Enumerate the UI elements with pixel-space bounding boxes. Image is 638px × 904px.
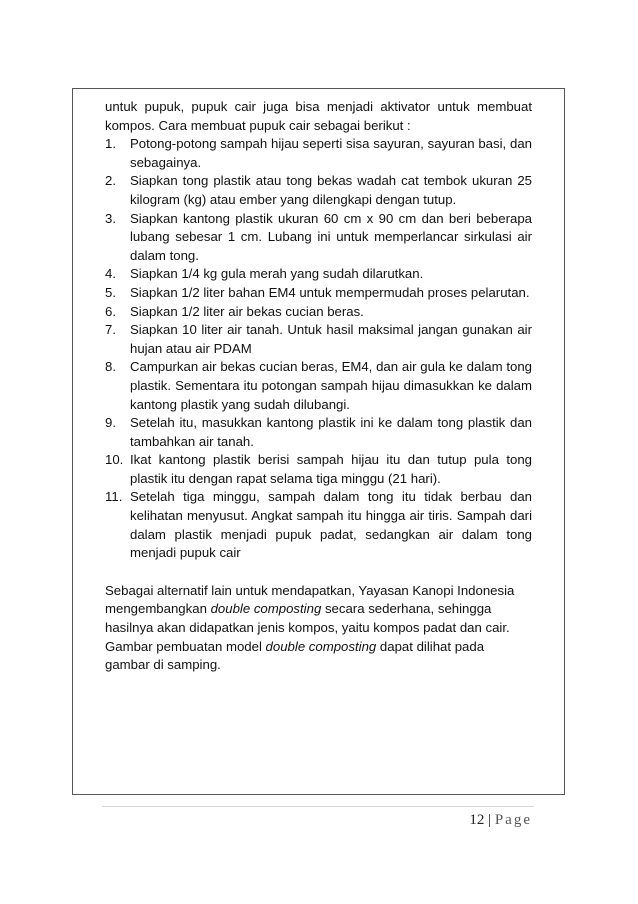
page-label: Page	[494, 812, 532, 828]
list-number: 11.	[105, 489, 123, 505]
closing-emphasis-1: double composting	[210, 601, 322, 617]
list-text: Siapkan 1/2 liter air bekas cucian beras.	[130, 303, 364, 319]
list-item	[105, 488, 532, 562]
list-number: 9.	[105, 415, 116, 431]
list-number: 1.	[105, 136, 116, 152]
list-number: 2.	[105, 173, 116, 189]
list-number: 5.	[105, 284, 116, 300]
list-number: 4.	[105, 266, 116, 282]
list-item	[105, 358, 532, 414]
closing-text-3: dapat dilihat pada gambar di samping.	[105, 638, 485, 673]
list-item	[105, 210, 532, 266]
footer-divider	[102, 806, 534, 807]
list-text: Siapkan kantong plastik ukuran 60 cm x 90 cm dan beri beberapa lubang sebesar 1 cm. Lubang ini untuk memperlancar sirkulasi air dalam tong.	[130, 210, 532, 263]
list-text: Siapkan tong plastik atau tong bekas wadah cat tembok ukuran 25 kilogram (kg) atau ember yang dilengkapi dengan tutup.	[130, 173, 532, 207]
list-item	[105, 172, 532, 209]
steps-list	[105, 135, 532, 563]
list-item	[105, 265, 532, 284]
page-footer	[469, 812, 532, 829]
list-text: Potong-potong sampah hijau seperti sisa sayuran, sayuran basi, dan sebagainya.	[130, 136, 532, 170]
list-number: 6.	[105, 303, 116, 319]
closing-text-2: secara sederhana, sehingga hasilnya akan didapatkan jenis kompos, yaitu kompos padat dan cair. Gambar pembuatan model	[105, 601, 510, 654]
list-item	[105, 135, 532, 172]
closing-text-1: Sebagai alternatif lain untuk mendapatkan, Yayasan Kanopi Indonesia mengembangkan	[105, 582, 515, 617]
closing-emphasis-2: double composting	[265, 638, 377, 654]
page-content	[105, 98, 532, 675]
list-text: Campurkan air bekas cucian beras, EM4, dan air gula ke dalam tong plastik. Sementara itu potongan sampah hijau dimasukkan ke dalam kantong plastik yang sudah dilubangi.	[130, 359, 532, 412]
list-number: 7.	[105, 322, 116, 338]
list-text: Siapkan 10 liter air tanah. Untuk hasil maksimal jangan gunakan air hujan atau air PDAM	[130, 322, 532, 356]
list-item	[105, 321, 532, 358]
list-text: Siapkan 1/4 kg gula merah yang sudah dilarutkan.	[130, 266, 424, 282]
list-item	[105, 414, 532, 451]
page-number: 12	[469, 812, 485, 828]
intro-paragraph: untuk pupuk, pupuk cair juga bisa menjadi aktivator untuk membuat kompos. Cara membuat pupuk cair sebagai berikut :	[105, 99, 532, 133]
list-text: Setelah tiga minggu, sampah dalam tong itu tidak berbau dan kelihatan menyusut. Angkat sampah itu hingga air tiris. Sampah dari dalam plastik menjadi pupuk padat, sedangkan air dalam tong menjadi pupuk cair	[130, 489, 532, 561]
list-number: 8.	[105, 359, 116, 375]
list-text: Siapkan 1/2 liter bahan EM4 untuk mempermudah proses pelarutan.	[130, 284, 530, 300]
list-number: 10.	[105, 452, 124, 468]
list-item	[105, 451, 532, 488]
list-text: Setelah itu, masukkan kantong plastik ini ke dalam tong plastik dan tambahkan air tanah.	[130, 415, 532, 449]
closing-paragraph	[105, 582, 532, 675]
list-number: 3.	[105, 210, 116, 226]
list-item	[105, 284, 532, 303]
list-item	[105, 303, 532, 322]
footer-separator: |	[484, 812, 495, 828]
list-text: Ikat kantong plastik berisi sampah hijau itu dan tutup pula tong plastik itu dengan rapat selama tiga minggu (21 hari).	[130, 452, 532, 486]
